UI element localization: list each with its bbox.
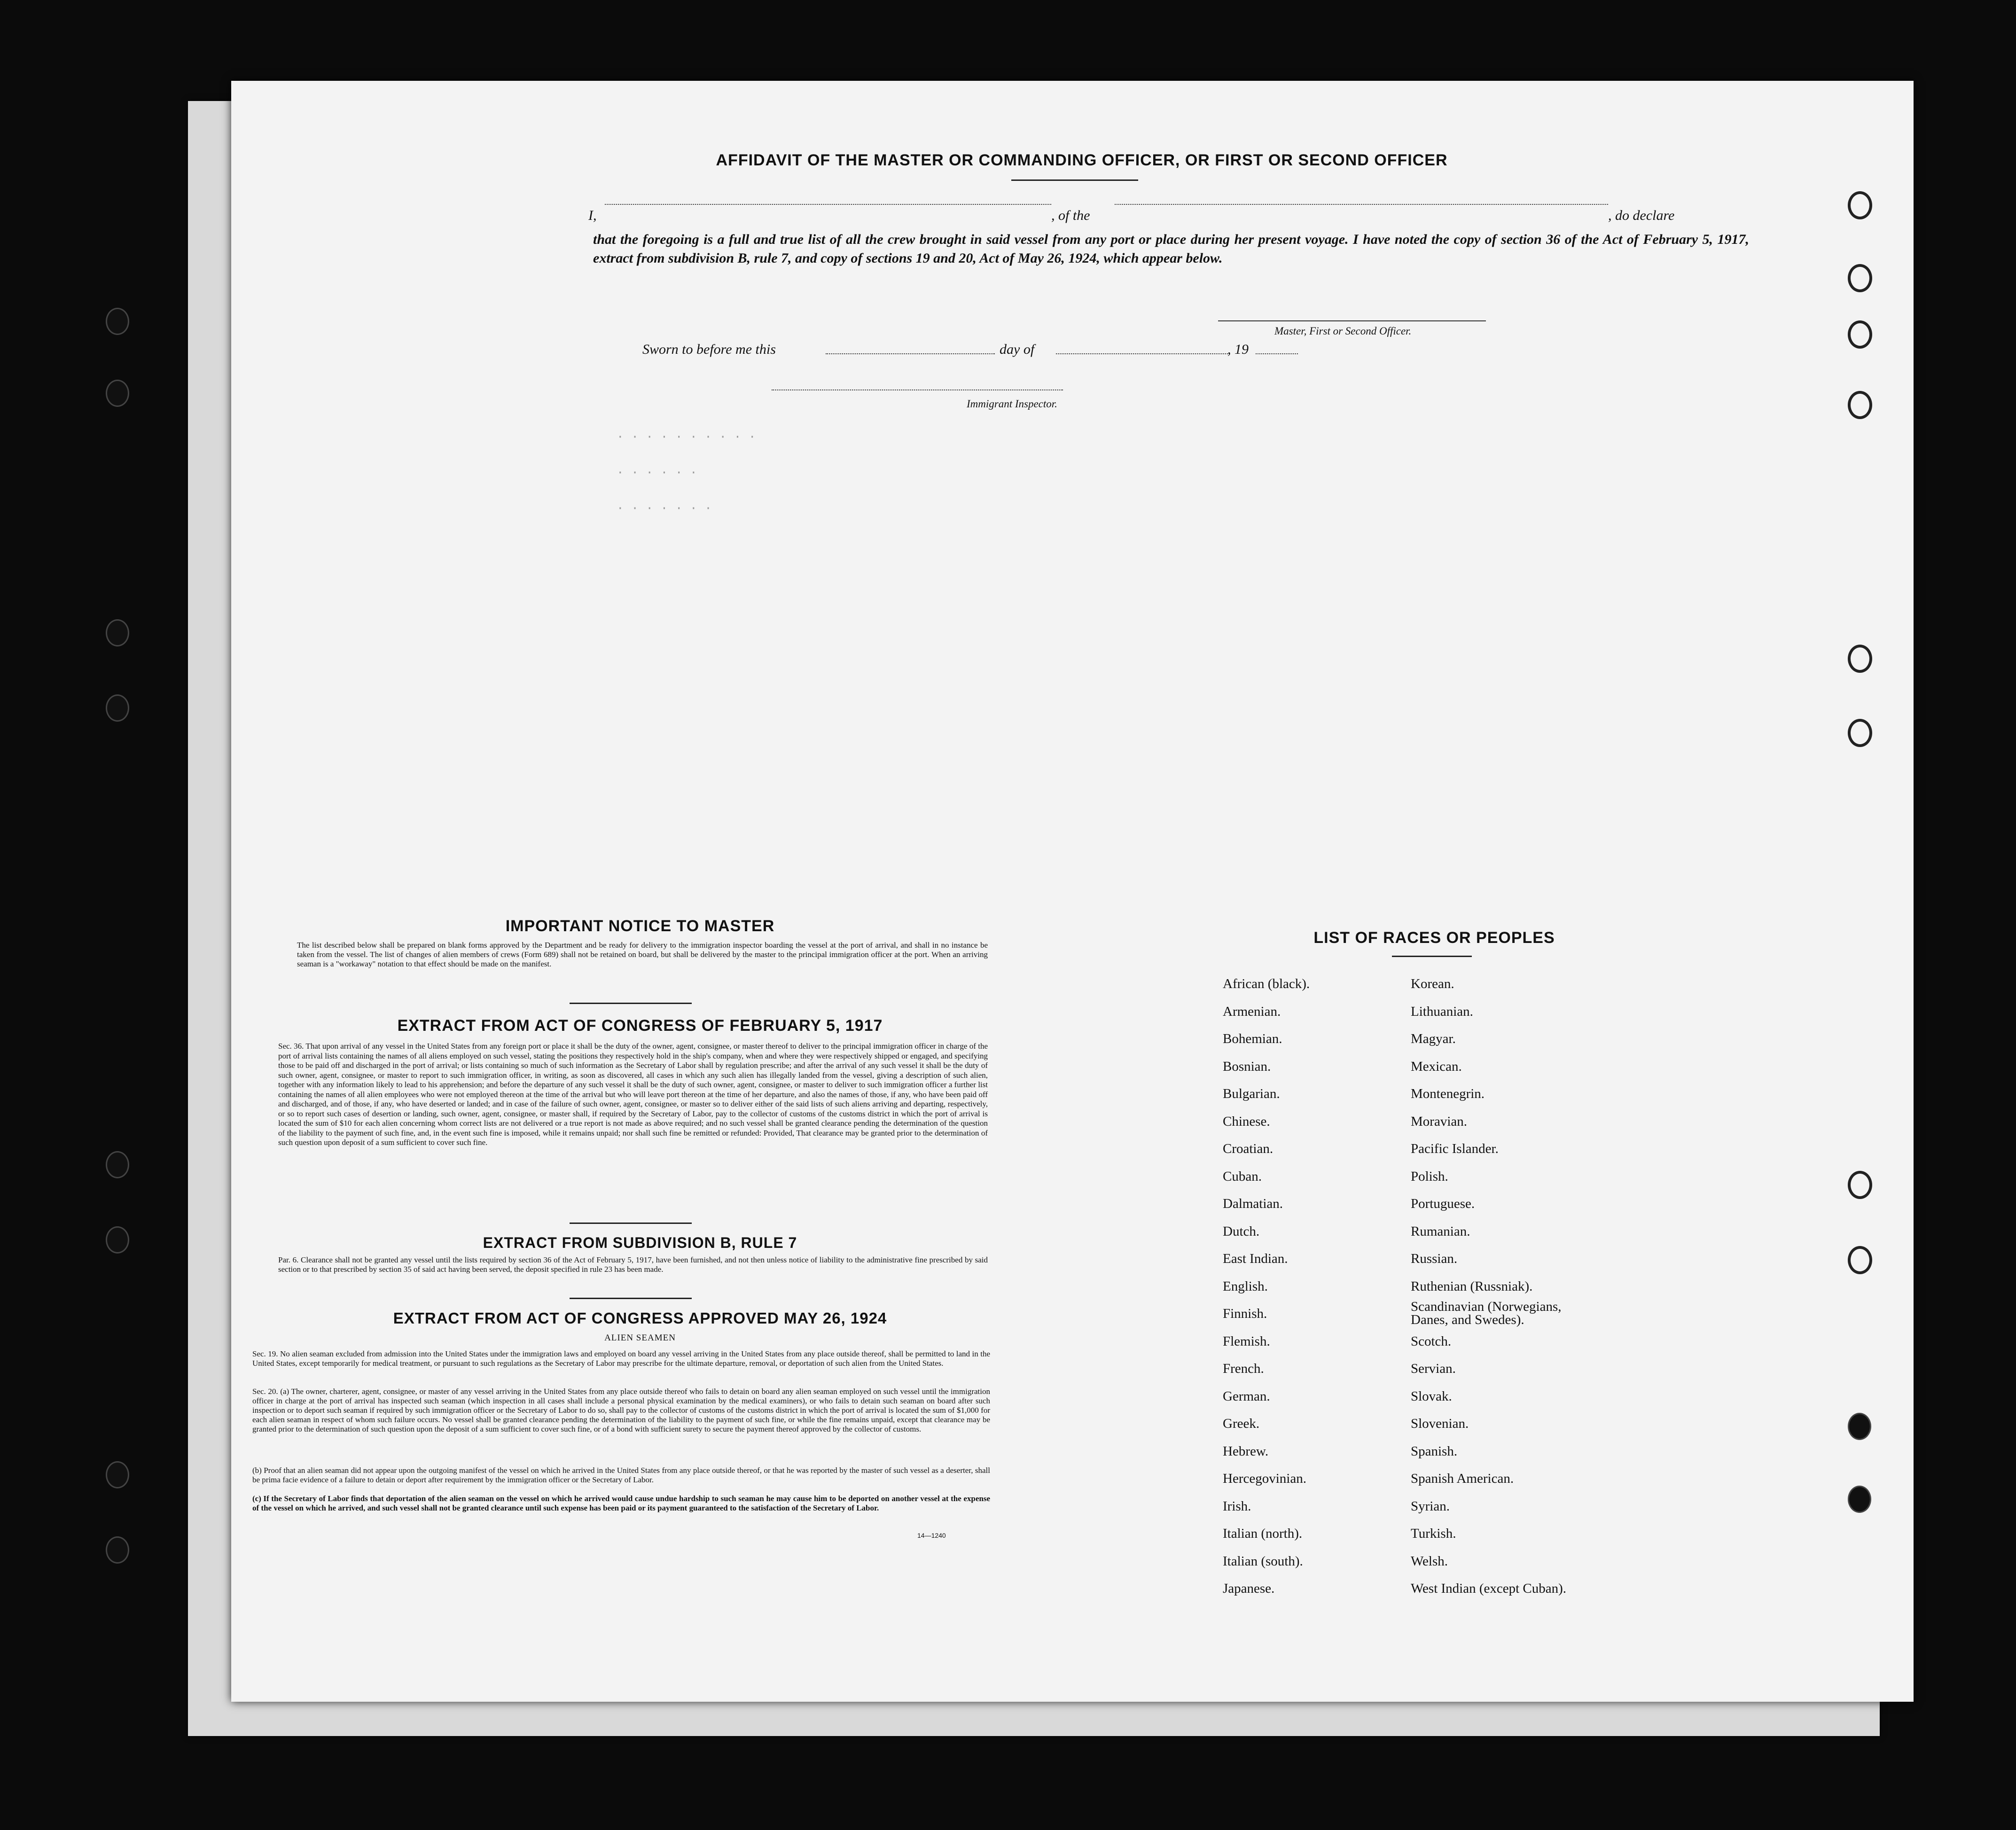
punch-hole <box>1848 719 1872 747</box>
divider <box>570 1298 692 1299</box>
vessel-blank[interactable] <box>1115 204 1608 205</box>
races-title: LIST OF RACES OR PEOPLES <box>1313 929 1555 947</box>
inspector-label: Immigrant Inspector. <box>967 398 1057 410</box>
sworn-day-blank[interactable] <box>826 353 995 354</box>
race-item: Slovenian. <box>1411 1416 1469 1431</box>
punch-hole <box>1848 1486 1871 1513</box>
sec19-text: Sec. 19. No alien seaman excluded from admission into the United States under the immigration laws and employed on board any vessel arriving in the United States from any place outside thereof, shall be permitted to land in the United States, except temporarily for medical treatment, or pursuant to such regulations as the Secretary of Labor may prescribe for the ultimate departure, removal, or deportation of such alien from the United States. <box>252 1349 990 1368</box>
punch-hole <box>106 694 129 722</box>
race-item: Scandinavian (Norwegians, Danes, and Swedes). <box>1411 1299 1562 1327</box>
punch-hole <box>1848 264 1872 292</box>
race-item: Spanish American. <box>1411 1471 1514 1486</box>
races-right-column <box>1411 970 1589 1603</box>
punch-hole <box>1848 191 1872 219</box>
race-item: Korean. <box>1411 976 1454 991</box>
race-item: Bulgarian. <box>1223 1086 1280 1101</box>
race-item: Flemish. <box>1223 1333 1270 1349</box>
race-item: Spanish. <box>1411 1443 1458 1459</box>
inspector-signature-line[interactable] <box>772 389 1063 390</box>
master-signature-line[interactable] <box>1218 320 1486 321</box>
rule7-text: Par. 6. Clearance shall not be granted any vessel until the lists required by section 36 of the Act of February 5, 1917, have been furnished, and not then unless notice of liability to the administrative fine prescribed by said section or to that prescribed by section 35 of said act having been served, the deposit specified in rule 23 has been made. <box>278 1255 988 1274</box>
divider <box>570 1003 692 1004</box>
race-item: Montenegrin. <box>1411 1086 1485 1101</box>
sec20b-text: (b) Proof that an alien seaman did not appear upon the outgoing manifest of the vessel on which he arrived in the United States from any place outside thereof, or that he was reported by the master of such vessel as a deserter, shall be prima facie evidence of a failure to detain or deport after requirement by the immigration officer or the Secretary of Labor. <box>252 1466 990 1484</box>
race-item: Greek. <box>1223 1416 1260 1431</box>
year-blank[interactable] <box>1256 353 1298 354</box>
divider <box>1011 179 1138 181</box>
race-item: Moravian. <box>1411 1114 1467 1129</box>
race-item: Croatian. <box>1223 1141 1274 1156</box>
punch-hole <box>1848 391 1872 419</box>
extract-1917-text: Sec. 36. That upon arrival of any vessel in the United States from any foreign port or place it shall be the duty of the owner, agent, consignee, or master thereof to deliver to the principal immigration officer in charge of the port of arrival lists containing the names of all aliens employed on such vessel, stating the positions they respectively hold in the ship's company, when and where they were respectively shipped or engaged, and specifying those to be paid off and discharged in the port of arrival; or lists containing so much of such information as the Secretary of Labor shall by regulation prescribe; and after the arrival of any such vessel it shall be the duty of such owner, agent, consignee, or master to report to such immigration officer, in writing, as soon as discovered, all cases in which any such alien has illegally landed from the vessel, giving a description of such alien, together with any information likely to lead to his apprehension; and before the departure of any such vessel it shall be the duty of such owner, agent, consignee, or master to deliver to such immigration officer a further list containing the names of all alien employees who were not employed thereon at the time of the arrival but who will leave port thereon at the time of her departure, and also the names of those, if any, who have been paid off and discharged, and of those, if any, who have deserted or landed; and in case of the failure of such owner, agent, consignee, or master so to deliver either of the said lists of such aliens arriving and departing, respectively, or so to report such cases of desertion or landing, such owner, agent, consignee, or master shall, if required by the Secretary of Labor, pay to the collector of customs of the customs district in which the port of arrival is located the sum of $10 for each alien concerning whom correct lists are not delivered or a true report is not made as above required; and no such vessel shall be granted clearance pending the determination of the question of the liability to the payment of such fine, and, in the event such fine is imposed, while it remains unpaid; nor shall such fine be remitted or refunded: Provided, That clearance may be granted prior to the determination of such question upon deposit of a sum sufficient to cover such fine. <box>278 1042 988 1147</box>
race-item: Rumanian. <box>1411 1223 1470 1239</box>
punch-hole <box>106 380 129 407</box>
races-left-column <box>1223 970 1310 1603</box>
race-item: Servian. <box>1411 1361 1456 1376</box>
punch-hole <box>106 1151 129 1178</box>
race-item: French. <box>1223 1361 1264 1376</box>
punch-hole <box>1848 1413 1871 1440</box>
master-signature-label: Master, First or Second Officer. <box>1274 325 1412 337</box>
race-item: Dutch. <box>1223 1223 1260 1239</box>
affidavit-title: AFFIDAVIT OF THE MASTER OR COMMANDING OFFICER, OR FIRST OR SECOND OFFICER <box>716 151 1448 169</box>
year-label: , 19 <box>1227 342 1249 357</box>
race-item: Cuban. <box>1223 1168 1262 1184</box>
notice-text: The list described below shall be prepared on blank forms approved by the Department and be ready for delivery to the immigration inspector boarding the vessel at the port of arrival, and shall in no instance be taken from the vessel. The list of changes of alien members of crews (Form 689) shall not be retained on board, but shall be delivered by the master to the principal immigration officer at the port. When an arriving seaman is a "workaway" notation to that effect should be made on the manifest. <box>297 941 988 968</box>
race-item: Portuguese. <box>1411 1196 1475 1211</box>
rule7-title: EXTRACT FROM SUBDIVISION B, RULE 7 <box>483 1234 797 1251</box>
extract-1917-title: EXTRACT FROM ACT OF CONGRESS OF FEBRUARY 5, 1917 <box>397 1017 883 1035</box>
punch-hole <box>1848 1171 1872 1199</box>
race-item: Finnish. <box>1223 1306 1267 1321</box>
race-item: Magyar. <box>1411 1031 1456 1046</box>
race-item: Lithuanian. <box>1411 1004 1473 1019</box>
race-item: Ruthenian (Russniak). <box>1411 1278 1533 1294</box>
race-item: West Indian (except Cuban). <box>1411 1581 1567 1596</box>
affidavit-body: that the foregoing is a full and true list of all the crew brought in said vessel from any port or place during her present voyage. I have noted the copy of section 36 of the Act of February 5, 1917, extract from subdivision B, rule 7, and copy of sections 19 and 20, Act of May 26, 1924, which appear below. <box>593 232 1749 266</box>
race-item: Italian (north). <box>1223 1526 1303 1541</box>
alien-seamen-subtitle: ALIEN SEAMEN <box>604 1333 676 1343</box>
race-item: Hercegovinian. <box>1223 1471 1306 1486</box>
sworn-label: Sworn to before me this <box>642 342 776 357</box>
race-item: Mexican. <box>1411 1059 1462 1074</box>
form-number: 14—1240 <box>917 1532 946 1539</box>
race-item: Polish. <box>1411 1168 1448 1184</box>
race-item: Armenian. <box>1223 1004 1281 1019</box>
affidavit-declare: , do declare <box>1608 208 1675 223</box>
form-sheet <box>231 81 1914 1702</box>
race-item: Bohemian. <box>1223 1031 1282 1046</box>
race-item: Irish. <box>1223 1498 1251 1514</box>
race-item: Pacific Islander. <box>1411 1141 1499 1156</box>
day-of-label: day of <box>1000 342 1035 357</box>
punch-hole <box>106 1536 129 1564</box>
race-item: Bosnian. <box>1223 1059 1271 1074</box>
race-item: Syrian. <box>1411 1498 1450 1514</box>
race-item: German. <box>1223 1388 1270 1404</box>
punch-hole <box>1848 645 1872 673</box>
punch-hole <box>1848 320 1872 349</box>
divider <box>570 1223 692 1224</box>
race-item: Turkish. <box>1411 1526 1456 1541</box>
month-blank[interactable] <box>1056 353 1230 354</box>
name-blank[interactable] <box>605 204 1051 205</box>
punch-hole <box>106 1461 129 1488</box>
sec20c-text: (c) If the Secretary of Labor finds that deportation of the alien seaman on the vessel on which he arrived would cause undue hardship to such seaman he may cause him to be deported on another vessel at the expense of the vessel on which he arrived, and such vessel shall not be granted clearance until such expense has been paid or its payment guaranteed to the satisfaction of the Secretary of Labor. <box>252 1494 990 1512</box>
race-item: Italian (south). <box>1223 1553 1303 1569</box>
bleed-through-text: · · · · · · · · · · · · · · · · · · · · · · · <box>617 430 756 515</box>
race-item: Slovak. <box>1411 1388 1452 1404</box>
notice-title: IMPORTANT NOTICE TO MASTER <box>505 917 775 935</box>
race-item: Chinese. <box>1223 1114 1270 1129</box>
race-item: East Indian. <box>1223 1251 1288 1266</box>
punch-hole <box>106 619 129 646</box>
affidavit-i: I, <box>588 208 597 223</box>
race-item: Russian. <box>1411 1251 1458 1266</box>
affidavit-of-the: , of the <box>1051 208 1090 223</box>
race-item: Hebrew. <box>1223 1443 1269 1459</box>
race-item: Welsh. <box>1411 1553 1448 1569</box>
punch-hole <box>106 308 129 335</box>
race-item: Japanese. <box>1223 1581 1275 1596</box>
race-item: Dalmatian. <box>1223 1196 1283 1211</box>
punch-hole <box>106 1226 129 1254</box>
sec20a-text: Sec. 20. (a) The owner, charterer, agent, consignee, or master of any vessel arriving in the United States from any place outside thereof who fails to detain on board any alien seaman employed on such vessel until the immigration officer in charge at the port of arrival has inspected such seaman (which inspection in all cases shall include a personal physical examination by the medical examiners), or who fails to detain such seaman on board after such inspection or to deport such seaman if required by such immigration officer or the Secretary of Labor to do so, shall pay to the collector of customs of the customs district in which the port of arrival is located the sum of $1,000 for each alien seaman in respect of whom such failure occurs. No vessel shall be granted clearance pending the determination of the liability to the payment of such fine, or while the fine remains unpaid, except that clearance may be granted prior to the determination of such question upon the deposit of a sum sufficient to cover such fine, or of a bond with sufficient surety to secure the payment thereof approved by the collector of customs. <box>252 1387 990 1433</box>
race-item: African (black). <box>1223 976 1310 991</box>
divider <box>1392 956 1472 957</box>
punch-hole <box>1848 1246 1872 1274</box>
race-item: English. <box>1223 1278 1268 1294</box>
extract-1924-title: EXTRACT FROM ACT OF CONGRESS APPROVED MAY 26, 1924 <box>393 1309 887 1327</box>
race-item: Scotch. <box>1411 1333 1452 1349</box>
